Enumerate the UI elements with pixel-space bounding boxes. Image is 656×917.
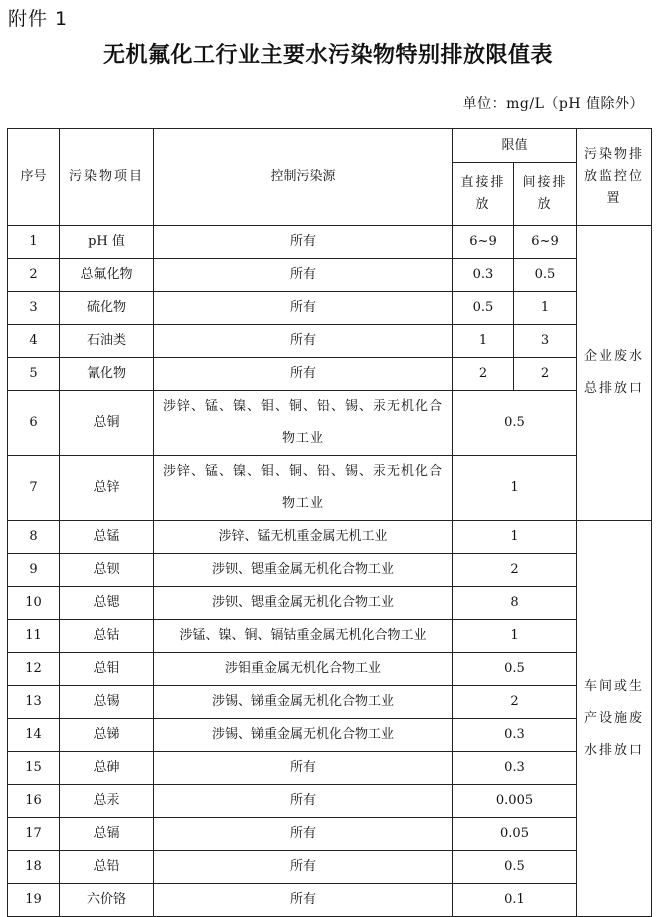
row-source: 涉锌、锰、镍、钼、铜、铅、锡、汞无机化合物工业 xyxy=(154,456,453,521)
row-indirect: 6~9 xyxy=(514,226,577,259)
row-source: 涉钡、锶重金属无机化合物工业 xyxy=(154,587,453,620)
row-limit: 0.3 xyxy=(453,752,577,785)
header-seq: 序号 xyxy=(8,129,60,226)
row-no: 18 xyxy=(8,851,60,884)
row-indirect: 3 xyxy=(514,325,577,358)
row-limit: 0.1 xyxy=(453,884,577,917)
row-limit: 0.5 xyxy=(453,653,577,686)
row-pollutant: 硫化物 xyxy=(60,292,154,325)
row-pollutant: 总钡 xyxy=(60,554,154,587)
row-indirect: 0.5 xyxy=(514,259,577,292)
row-direct: 6~9 xyxy=(453,226,514,259)
row-source: 涉锰、镍、铜、镉钴重金属无机化合物工业 xyxy=(154,620,453,653)
row-pollutant: 总镉 xyxy=(60,818,154,851)
row-limit: 0.5 xyxy=(453,391,577,456)
row-no: 8 xyxy=(8,521,60,554)
table-row xyxy=(8,620,652,653)
table-row xyxy=(8,521,652,554)
row-direct: 0.5 xyxy=(453,292,514,325)
unit-note: 单位：mg/L（pH 值除外） xyxy=(462,96,644,112)
row-no: 1 xyxy=(8,226,60,259)
row-no: 10 xyxy=(8,587,60,620)
row-indirect: 2 xyxy=(514,358,577,391)
row-pollutant: 石油类 xyxy=(60,325,154,358)
header-source: 控制污染源 xyxy=(154,129,453,226)
row-pollutant: 总钼 xyxy=(60,653,154,686)
header-location: 污染物排放监控位置 xyxy=(577,129,652,226)
row-pollutant: 总锌 xyxy=(60,456,154,521)
row-limit: 0.5 xyxy=(453,851,577,884)
page-title: 无机氟化工行业主要水污染物特别排放限值表 xyxy=(102,43,553,68)
row-source: 所有 xyxy=(154,259,453,292)
appendix-label: 附件 1 xyxy=(8,8,69,30)
row-pollutant: 总氟化物 xyxy=(60,259,154,292)
row-limit: 1 xyxy=(453,521,577,554)
row-source: 所有 xyxy=(154,851,453,884)
row-no: 15 xyxy=(8,752,60,785)
row-no: 3 xyxy=(8,292,60,325)
row-no: 7 xyxy=(8,456,60,521)
table-row xyxy=(8,325,652,358)
row-no: 11 xyxy=(8,620,60,653)
table-row xyxy=(8,587,652,620)
header-pollutant: 污染物项目 xyxy=(60,129,154,226)
row-pollutant: 总砷 xyxy=(60,752,154,785)
row-pollutant: 总锑 xyxy=(60,719,154,752)
row-limit: 1 xyxy=(453,456,577,521)
location-workshop: 车间或生产设施废水排放口 xyxy=(577,521,652,917)
row-no: 4 xyxy=(8,325,60,358)
table-row xyxy=(8,226,652,259)
row-no: 17 xyxy=(8,818,60,851)
row-pollutant: 总锰 xyxy=(60,521,154,554)
row-source: 涉钼重金属无机化合物工业 xyxy=(154,653,453,686)
row-no: 2 xyxy=(8,259,60,292)
row-source: 所有 xyxy=(154,325,453,358)
row-no: 13 xyxy=(8,686,60,719)
row-source: 所有 xyxy=(154,818,453,851)
header-indirect: 间接排放 xyxy=(514,163,577,226)
row-pollutant: 六价铬 xyxy=(60,884,154,917)
row-direct: 1 xyxy=(453,325,514,358)
row-pollutant: 总锡 xyxy=(60,686,154,719)
table-row xyxy=(8,752,652,785)
row-pollutant: 氰化物 xyxy=(60,358,154,391)
row-source: 涉钡、锶重金属无机化合物工业 xyxy=(154,554,453,587)
table-row xyxy=(8,259,652,292)
row-no: 14 xyxy=(8,719,60,752)
row-source: 涉锡、锑重金属无机化合物工业 xyxy=(154,719,453,752)
row-no: 5 xyxy=(8,358,60,391)
row-no: 12 xyxy=(8,653,60,686)
row-source: 所有 xyxy=(154,292,453,325)
row-limit: 2 xyxy=(453,554,577,587)
table-row xyxy=(8,686,652,719)
row-no: 19 xyxy=(8,884,60,917)
row-direct: 0.3 xyxy=(453,259,514,292)
table-row xyxy=(8,456,652,521)
table-row xyxy=(8,785,652,818)
table-row xyxy=(8,554,652,587)
table-row xyxy=(8,818,652,851)
row-pollutant: 总铜 xyxy=(60,391,154,456)
row-limit: 2 xyxy=(453,686,577,719)
row-source: 所有 xyxy=(154,752,453,785)
row-limit: 0.05 xyxy=(453,818,577,851)
row-pollutant: 总汞 xyxy=(60,785,154,818)
emission-limit-table xyxy=(7,128,652,917)
row-no: 6 xyxy=(8,391,60,456)
row-source: 所有 xyxy=(154,226,453,259)
table-row xyxy=(8,653,652,686)
row-source: 所有 xyxy=(154,884,453,917)
table-row xyxy=(8,884,652,917)
location-enterprise: 企业废水总排放口 xyxy=(577,226,652,521)
table-row xyxy=(8,358,652,391)
row-limit: 8 xyxy=(453,587,577,620)
row-source: 所有 xyxy=(154,358,453,391)
table-row xyxy=(8,719,652,752)
row-direct: 2 xyxy=(453,358,514,391)
row-limit: 0.3 xyxy=(453,719,577,752)
row-no: 9 xyxy=(8,554,60,587)
row-source: 涉锌、锰、镍、钼、铜、铅、锡、汞无机化合物工业 xyxy=(154,391,453,456)
row-limit: 1 xyxy=(453,620,577,653)
row-limit: 0.005 xyxy=(453,785,577,818)
row-source: 所有 xyxy=(154,785,453,818)
row-pollutant: 总钴 xyxy=(60,620,154,653)
table-row xyxy=(8,292,652,325)
row-pollutant: pH 值 xyxy=(60,226,154,259)
table-row xyxy=(8,391,652,456)
row-pollutant: 总锶 xyxy=(60,587,154,620)
row-source: 涉锌、锰无机重金属无机工业 xyxy=(154,521,453,554)
table-row xyxy=(8,851,652,884)
row-indirect: 1 xyxy=(514,292,577,325)
header-limit: 限值 xyxy=(453,129,577,163)
row-no: 16 xyxy=(8,785,60,818)
header-direct: 直接排放 xyxy=(453,163,514,226)
row-source: 涉锡、锑重金属无机化合物工业 xyxy=(154,686,453,719)
row-pollutant: 总铅 xyxy=(60,851,154,884)
